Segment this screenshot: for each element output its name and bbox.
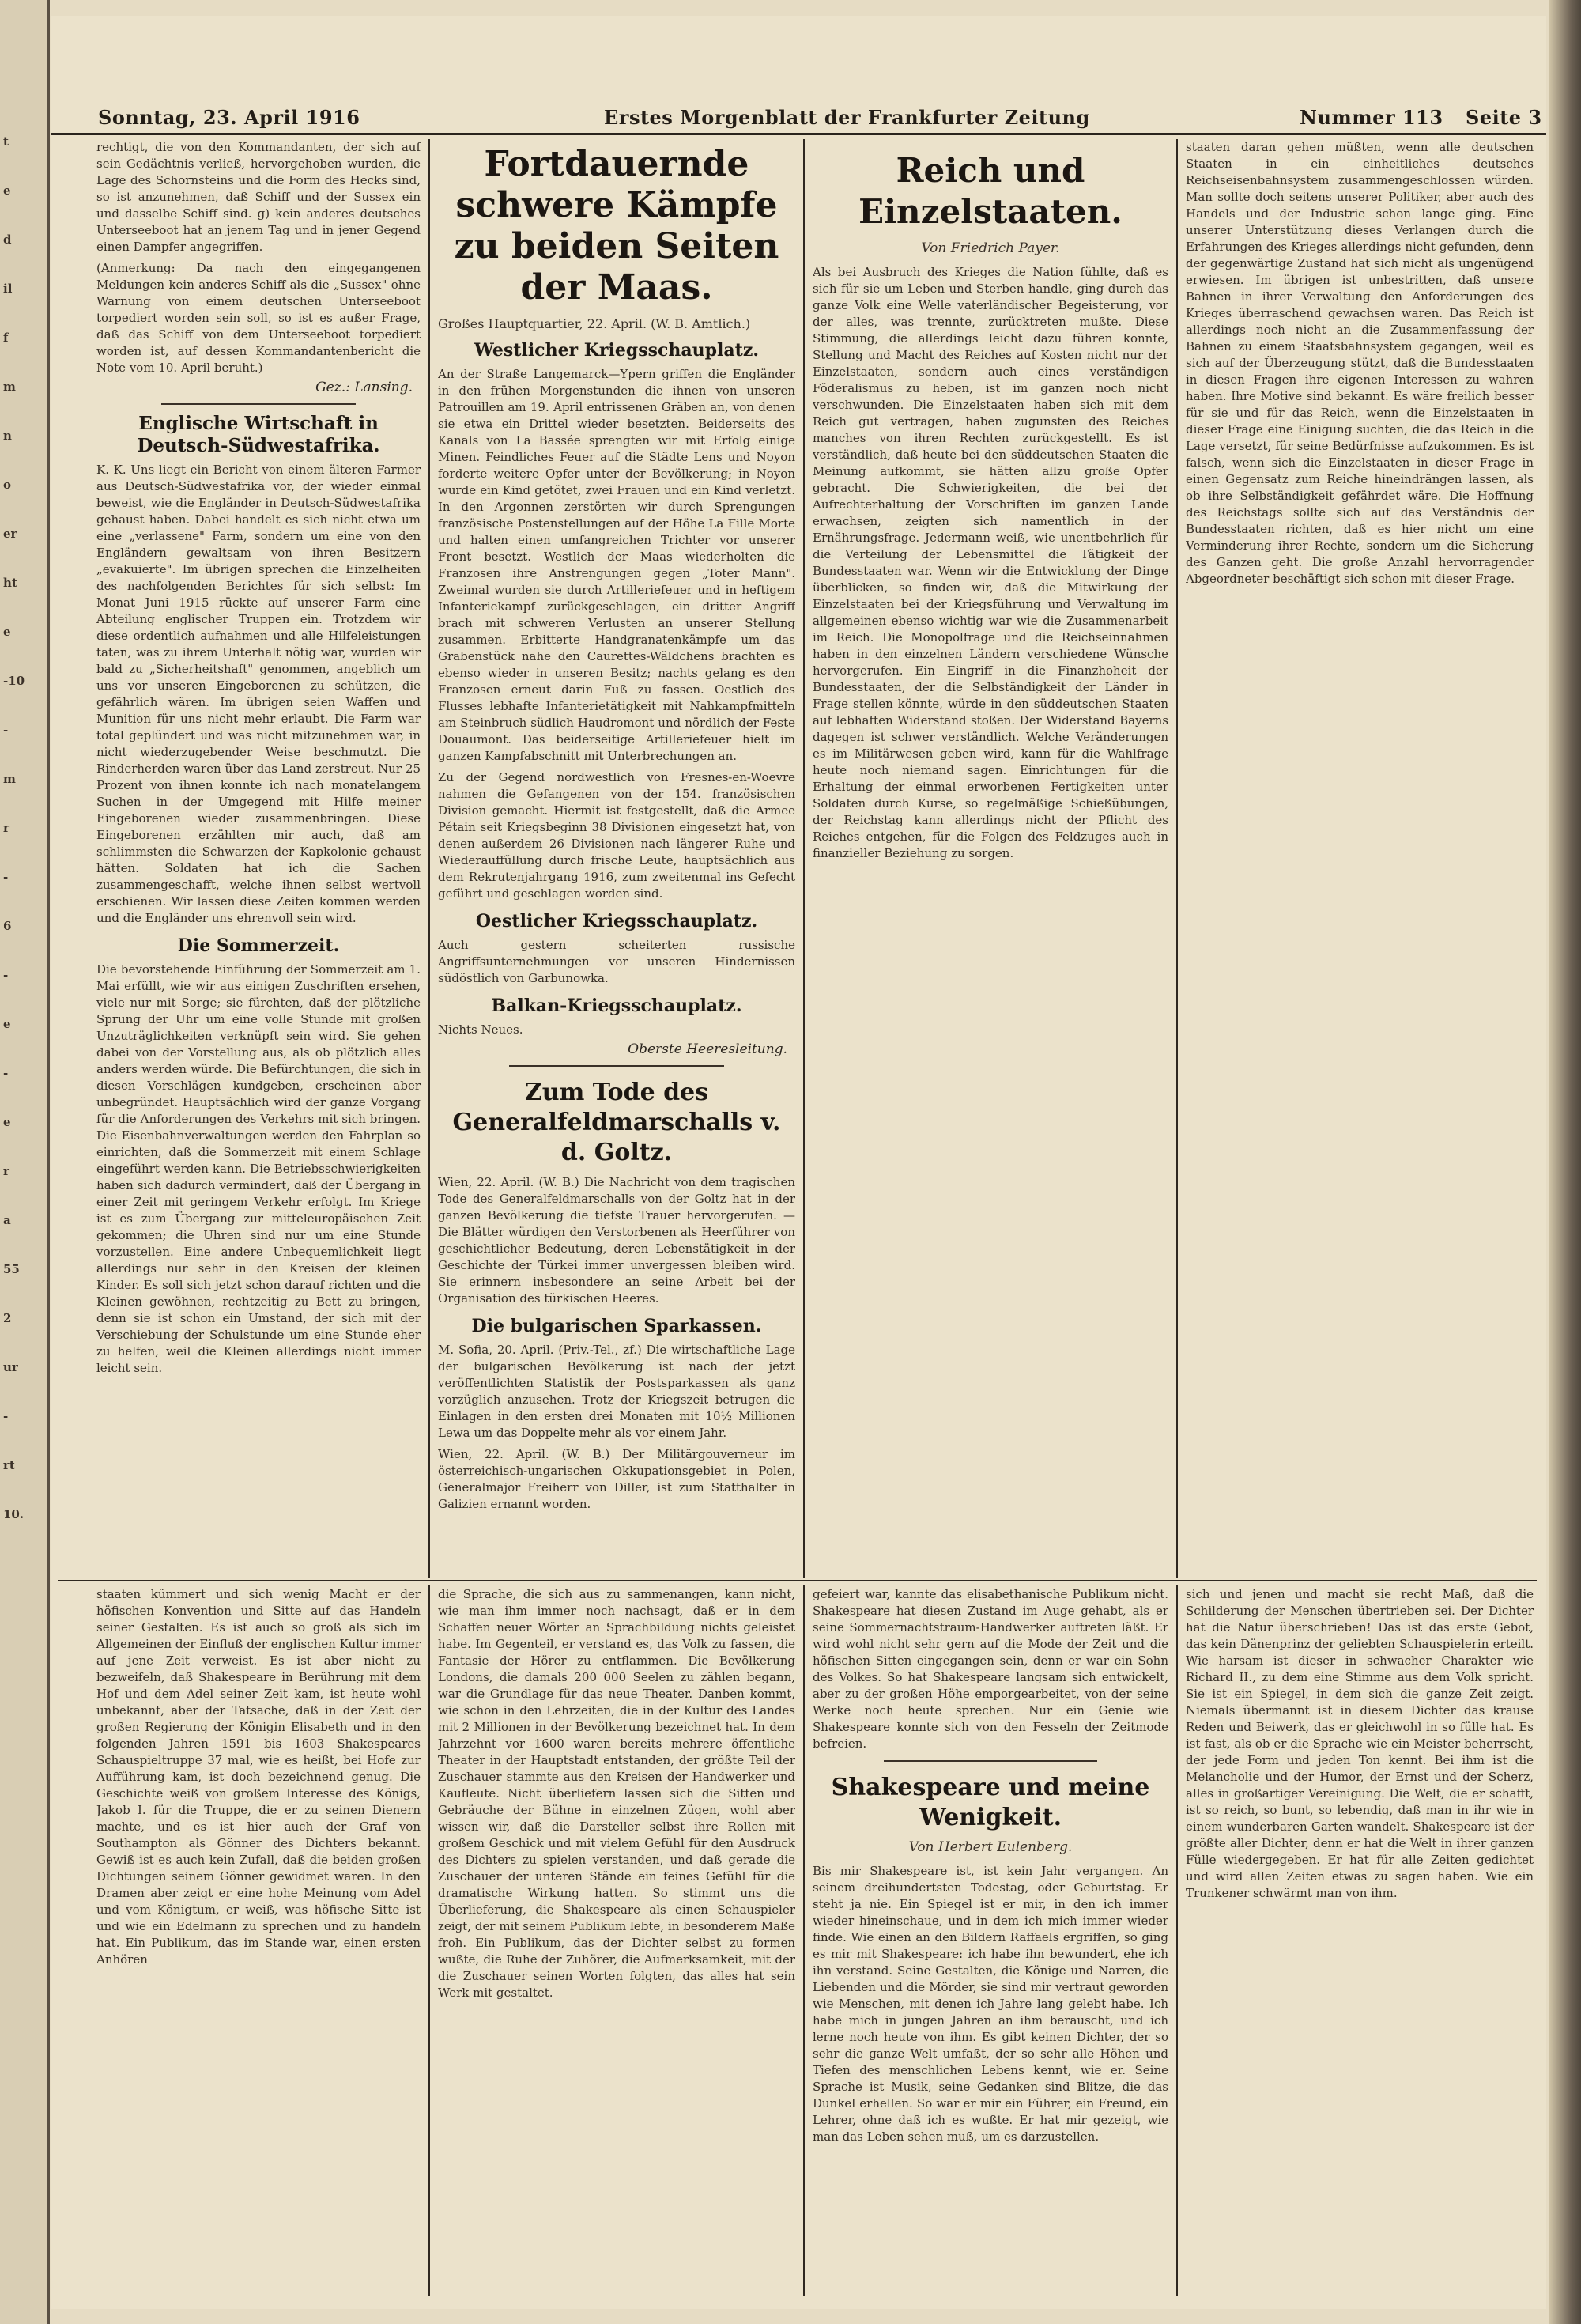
previous-page-fragment: er bbox=[3, 527, 17, 541]
page-number: Seite 3 bbox=[1466, 106, 1542, 129]
report-west: An der Straße Langemarck—Ypern griffen die Engländer in den frühen Morgenstunden die ihnen von unseren Patrouillen am 19. April entrissenen Gräben an, von denen sie etwa ein Drittel wieder besetzten. Beiderseits des Kanals von La Bassée sprengten wir mit Erfolg einige Minen. Feindliches Feuer auf die Städte Lens und Noyon forderte weitere Opfer unter der Bevölkerung; in Noyon wurde ein Kind getötet, zwei Frauen und ein Kind verletzt. In den Argonnen zerstörten wir durch Sprengungen französische Postenstellungen auf der Höhe La Fille Morte und halten einen umfangreichen Trichter vor unserer Front besetzt. Westlich der Maas wiederholten die Franzosen ihre Anstrengungen gegen „Toter Mann". Zweimal wurden sie durch Artilleriefeuer und in heftigem Infanteriekampf zurückgeschlagen, ein dritter Angriff brach mit schweren Verlusten an unserer Stellung zusammen. Erbitterte Handgranatenkämpfe um das Grabenstück nahe den Caurettes-Wäldchens brachten es ebenso wieder in unseren Besitz; nachts gelang es den Franzosen erneut darin Fuß zu fassen. Oestlich des Flusses lebhafte Infanterietätigkeit mit Nahkampfmitteln am Steinbruch südlich Haudromont und nördlich der Feste Douaumont. Das beiderseitige Artilleriefeuer hielt im ganzen Kampfabschnitt mit Unterbrechungen an. bbox=[438, 367, 795, 763]
separator bbox=[884, 1760, 1097, 1762]
previous-page-fragment: 10. bbox=[3, 1507, 25, 1521]
column-rule bbox=[428, 139, 430, 1578]
previous-page-fragment: 6 bbox=[3, 919, 12, 933]
previous-page-fragment: e bbox=[3, 183, 11, 198]
previous-page-fragment: ht bbox=[3, 576, 17, 590]
feuilleton-column-3 bbox=[813, 1586, 1168, 2295]
headline-reich: Reich und Einzelstaaten. bbox=[858, 151, 1123, 231]
page-header bbox=[51, 100, 1546, 135]
feuilleton-text-4: sich und jenen und macht sie recht Maß, daß die Schilderung der Menschen übertrieben sei. Der Dichter hat die Natur überschrieben! Das ist das erste Gebot, das kein Dänenprinz der geliebten Schauspielerin erteilt. Wie harsam ist dieser in schwacher Charakter wie Richard II., zu dem eine Stimme aus dem Volk spricht. Sie ist ein Spiegel, in dem sich die ganze Zeit zeigt. Niemals übermannt ist in diesem Dichter das krause Reden und Beiwerk, das er gleichwohl in so fülle hat. Es ist fast, als ob er die Sprache wie ein Meister beherrscht, der jede Form und jeden Ton kennt. Bei ihm ist die Melancholie und der Humor, der Ernst und der Scherz, alles in großartiger Vereinigung. Die Welt, die er schafft, ist so reich, so bunt, so lebendig, daß man in ihr wie in einem wunderbaren Garten wandelt. Shakespeare ist der größte aller Dichter, denn er hat die Welt in ihrer ganzen Fülle wiedergegeben. Er hat für alle Zeiten gedichtet und wird allen Zeiten etwas zu sagen haben. Wie ein Trunkener schwärmt man von ihm. bbox=[1186, 1587, 1534, 1900]
separator bbox=[161, 403, 356, 405]
report-sparkassen: M. Sofia, 20. April. (Priv.-Tel., zf.) Die wirtschaftliche Lage der bulgarischen Bevölkerung ist nach der jetzt veröffentlichten Statistik der Postsparkassen als ganz vorzüglich anzusehen. Trotz der Kriegszeit betrugen die Einlagen in den ersten drei Monaten mit 10½ Millionen Lewa um das Doppelte mehr als vor einem Jahr. bbox=[438, 1343, 795, 1440]
column-rule bbox=[428, 1585, 430, 2296]
previous-page-fragment: 2 bbox=[3, 1311, 12, 1325]
byline-payer: Von Friedrich Payer. bbox=[921, 240, 1060, 256]
feuilleton-column-2 bbox=[438, 1586, 795, 2295]
subhead-east: Oestlicher Kriegsschauplatz. bbox=[475, 911, 758, 931]
issue-date: Sonntag, 23. April 1916 bbox=[98, 106, 360, 129]
headline-shakespeare: Shakespeare und meine Wenigkeit. bbox=[831, 1774, 1150, 1831]
article-title-swa: Englische Wirtschaft in Deutsch-Südwestafrika. bbox=[137, 413, 380, 456]
feuilleton-text-3: gefeiert war, kannte das elisabethanische Publikum nicht. Shakespeare hat diesen Zustand im Auge gehabt, als er seine Sommernachtstraum-Handwerker auftreten läßt. Er wird wohl nicht sehr gern auf die Mode der Zeit und die höfischen Sitten eingegangen sein, denn er war ein Sohn des Volkes. So hat Shakespeare langsam sich entwickelt, aber zu der großen Höhe emporgearbeitet, von der seine Werke noch heute sprechen. Nur ein Genie wie Shakespeare konnte sich von den Fesseln der Zeitmode befreien. bbox=[813, 1587, 1168, 1751]
previous-page-fragment: rt bbox=[3, 1458, 15, 1472]
previous-page-fragment: t bbox=[3, 134, 9, 149]
article-body-reich-continued: staaten daran gehen müßten, wenn alle deutschen Staaten in ein einheitliches deutsches Reichseisenbahnsystem zusammengeschlossen würden. Man sollte doch seitens unserer Politiker, aber auch des Handels und der Industrie schon lange ging. Eine unserer Unterstützung dieses Verlangen durch die Erfahrungen des Krieges allerdings nicht gefunden, denn der gegenwärtige Zustand hat sich nicht als ungenügend erwiesen. Im übrigen ist unbestritten, daß unsere Bahnen in ihrer Verwaltung den Anforderungen des Krieges überraschend gewachsen waren. Das Reich ist allerdings noch nicht an die Zusammenfassung der Bahnen zu einem Staatsbahnsystem gegangen, weil es sich auf der Überzeugung stützt, daß die Bundesstaaten in diesen Fragen ihre eigenen Interessen zu wahren haben. Ihre Motive sind bekannt. Es wäre freilich besser für sie und für das Reich, wenn die Einzelstaaten in dieser Frage eine Einigung suchten, die das Reich in die Lage versetzt, für seine Bedürfnisse aufzukommen. Es ist falsch, wenn sich die Einzelstaaten in dieser Frage in einen Gegensatz zum Reiche hineindrängen lassen, als ob ihre Selbständigkeit gefährdet wäre. Die Hoffnung des Reichstags sollte sich auf das Verständnis der Bundesstaaten richten, daß es hier nicht um eine Verminderung ihrer Rechte, sondern um die Sicherung des Ganzen geht. Die große Anzahl hervorragender Abgeordneter beschäftigt sich schon mit dieser Frage. bbox=[1186, 140, 1534, 586]
previous-page-fragment: d bbox=[3, 232, 12, 247]
previous-page-fragment: r bbox=[3, 1164, 9, 1178]
subhead-balkan: Balkan-Kriegsschauplatz. bbox=[491, 996, 742, 1016]
previous-page-fragment: o bbox=[3, 478, 12, 492]
previous-page-fragment: - bbox=[3, 1066, 9, 1080]
report-goltz: Wien, 22. April. (W. B.) Die Nachricht von dem tragischen Tode des Generalfeldmarschalls von der Goltz hat in der ganzen Bevölkerung die tiefste Trauer hervorgerufen. — Die Blätter würdigen den Verstorbenen als Heerführer von geschichtlicher Bedeutung, deren Lebenstätigkeit in der Geschichte der Türkei immer unvergessen bleiben wird. Sie erinnern insbesondere an seine Arbeit bei der Organisation des türkischen Heeres. bbox=[438, 1175, 795, 1306]
feuilleton-text-1: staaten kümmert und sich wenig Macht er der höfischen Konvention und Sitte auf das Handeln seiner Gestalten. Es ist auch so groß als sich im Allgemeinen der Einfluß der englischen Kultur immer auf jene Zeit verweist. Es ist aber nicht zu bezweifeln, daß Shakespeare in Berührung mit dem Hof und dem Adel seiner Zeit kam, ist heute wohl unbekannt, aber der Tatsache, daß in der Zeit der großen Regierung der Königin Elisabeth und in den folgenden Jahren 1591 bis 1603 Shakespeares Schauspieltruppe 37 mal, wie es heißt, bei Hofe zur Aufführung kam, ist doch bezeichnend genug. Die Geschichte weiß von großem Interesse des Königs, Jakob I. für die Truppe, die er zu seinen Dienern machte, und es ist hier auch der Graf von Southampton als Gönner des Dichters bekannt. Gewiß ist es auch kein Zufall, daß die beiden großen Dichtungen seinem Gönner gewidmet waren. In den Dramen aber zeigt er eine hohe Meinung vom Adel und vom Königtum, er weiß, was höfische Sitte ist und wie ein Edelmann zu sprechen und zu handeln hat. Ein Publikum, das im Stande war, einen ersten Anhören bbox=[96, 1587, 421, 1967]
previous-page-fragment: 55 bbox=[3, 1262, 20, 1276]
issue-number: Nummer 113 bbox=[1300, 106, 1443, 129]
sussex-note-remark: (Anmerkung: Da nach den eingegangenen Meldungen kein anderes Schiff als die „Sussex" ohne Warnung von einem deutschen Unterseeboot torpediert worden sein soll, so ist es außer Frage, daß das Schiff von dem Unterseeboot torpediert worden ist, auf dessen Kommandantenbericht die Note vom 10. April beruht.) bbox=[96, 261, 421, 375]
column-2 bbox=[438, 139, 795, 1577]
previous-page-fragment: e bbox=[3, 1017, 11, 1031]
previous-page-fragment: ur bbox=[3, 1360, 18, 1374]
subhead-west: Westlicher Kriegsschauplatz. bbox=[474, 340, 759, 361]
article-title-sommerzeit: Die Sommerzeit. bbox=[177, 935, 340, 956]
previous-page-fragment: r bbox=[3, 821, 9, 835]
headline-maas: Fortdauernde schwere Kämpfe zu beiden Seiten der Maas. bbox=[454, 144, 779, 308]
subhead-sparkassen: Die bulgarischen Sparkassen. bbox=[471, 1316, 762, 1336]
dateline-hq: Großes Hauptquartier, 22. April. (W. B. Amtlich.) bbox=[438, 316, 751, 331]
feuilleton-text-2: die Sprache, die sich aus zu sammenangen, kann nicht, wie man ihm immer noch nachsagt, daß er in dem Schaffen neuer Wörter an Sprachbildung nichts geleistet habe. Im Gegenteil, er verstand es, das Volk zu fassen, die Fantasie der Hörer zu entflammen. Die Bevölkerung Londons, die damals 200 000 Seelen zu zählen begann, war die Grundlage für das neue Theater. Danben kommt, wie schon in den Lehrzeiten, die in der Kultur des Landes mit 2 Millionen in der Bevölkerung bezeichnet hat. In dem Jahrzehnt vor 1600 waren bereits mehrere öffentliche Theater in der Hauptstadt entstanden, der größte Teil der Zuschauer stammte aus den Kreisen der Handwerker und Kaufleute. Nicht überliefern lassen sich die Sitten und Gebräuche der Bühne in einzelnen Zügen, wohl aber wissen wir, daß die Darsteller selbst ihre Rollen mit großem Geschick und mit vielem Gefühl für den Ausdruck des Dichters zu spielen verstanden, und daß gerade die Zuschauer der unteren Stände ein feines Gefühl für die dramatische Wirkung hatten. So stimmt uns die Überlieferung, die Shakespeare als einen Schauspieler zeigt, der mit seinem Publikum lebte, in besonderem Maße froh. Ein Publikum, das der Dichter selbst zu formen wußte, die Ruhe der Zuhörer, die Aufmerksamkeit, mit der die Zuschauer seinen Worten folgten, das alles hat sein Werk mit gestaltet. bbox=[438, 1587, 795, 2000]
column-rule bbox=[803, 139, 805, 1578]
column-rule bbox=[1176, 1585, 1178, 2296]
report-wien: Wien, 22. April. (W. B.) Der Militärgouverneur im österreichisch-ungarischen Okkupationsgebiet in Polen, Generalmajor Freiherr von Diller, ist zum Statthalter in Galizien ernannt worden. bbox=[438, 1447, 795, 1511]
previous-page-fragment: a bbox=[3, 1213, 11, 1227]
paper-name: Erstes Morgenblatt der Frankfurter Zeitung bbox=[604, 106, 1090, 129]
article-body-reich: Als bei Ausbruch des Krieges die Nation fühlte, daß es sich für sie um Leben und Sterben handle, ging durch das ganze Volk eine Welle vaterländischer Begeisterung, vor der alles, was trennte, zurücktreten mußte. Diese Stimmung, die allerdings leicht dazu führen konnte, Stellung und Macht des Reiches auf Kosten nicht nur der Einzelstaaten, sondern auch eines verständigen Föderalismus zu heben, ist im ganzen noch nicht verschwunden. Die Einzelstaaten haben sich mit dem Reich gut vertragen, haben zugunsten des Reiches manches von ihren Rechten zurückgestellt. Es ist verständlich, daß heute bei den süddeutschen Staaten die Meinung aufkommt, sie hätten allzu große Opfer gebracht. Die Schwierigkeiten, die bei der Aufrechterhaltung der Vorschriften im ganzen Lande erwachsen, zeigten sich namentlich in der Ernährungsfrage. Jedermann weiß, wie unentbehrlich für die Verteilung der Lebensmittel die Tätigkeit der Bundesstaaten war. Wenn wir die Entwicklung der Dinge überblicken, so finden wir, daß die Mitwirkung der Einzelstaaten bei der Kriegsführung und Verwaltung im allgemeinen ebenso wichtig war wie die Zusammenarbeit im Reich. Die Monopolfrage und die Reichseinnahmen haben in den einzelnen Ländern verschiedene Wünsche hervorgerufen. Ein Eingriff in die Finanzhoheit der Bundesstaaten, der die Selbständigkeit der Länder in Frage stellen könnte, würde in den süddeutschen Staaten auf lebhaften Widerstand stoßen. Der Widerstand Bayerns dagegen ist schwer verständlich. Welche Veränderungen es im Militärwesen geben wird, kann für die Wahlfrage heute noch niemand sagen. Einrichtungen für die Erhaltung der einmal erworbenen Fertigkeiten unter Soldaten durch Kurse, so regelmäßige Schießübungen, der Reichstag kann allerdings nicht der Pflicht des Reiches entgehen, für die Folgen des Feldzuges auch in finanzieller Beziehung zu sorgen. bbox=[813, 265, 1168, 860]
newspaper-sheet bbox=[51, 16, 1546, 2309]
previous-page-fragment: - bbox=[3, 968, 9, 982]
previous-page-fragment: n bbox=[3, 429, 12, 443]
previous-page-fragment: e bbox=[3, 625, 11, 639]
previous-page-fragment: m bbox=[3, 772, 16, 786]
previous-page-fragment: m bbox=[3, 380, 16, 394]
column-4 bbox=[1186, 139, 1534, 1577]
binding-shadow bbox=[1549, 0, 1581, 2324]
report-east: Auch gestern scheiterten russische Angriffsunternehmungen vor unseren Hindernissen südöstlich von Garbunowka. bbox=[438, 938, 795, 985]
feuilleton-column-1 bbox=[96, 1586, 421, 2295]
previous-page-fragment: -10 bbox=[3, 674, 25, 688]
previous-page-fragment: - bbox=[3, 870, 9, 884]
report-west-2: Zu der Gegend nordwestlich von Fresnes-en-Woevre nahmen die Gefangenen von der 154. französischen Division gemacht. Hiermit ist festgestellt, daß die Armee Pétain seit Kriegsbeginn 38 Divisionen eingesetzt hat, von denen außerdem 26 Divisionen nach längerer Ruhe und Wiederauffüllung durch frische Leute, hauptsächlich aus dem Rekrutenjahrgang 1916, zum zweitenmal ins Gefecht geführt und geschlagen worden sind. bbox=[438, 770, 795, 901]
previous-page-edge bbox=[0, 0, 50, 2324]
column-1 bbox=[96, 139, 421, 1577]
byline-eulenberg: Von Herbert Eulenberg. bbox=[908, 1839, 1073, 1855]
previous-page-fragment: - bbox=[3, 1409, 9, 1423]
report-balkan: Nichts Neues. bbox=[438, 1022, 523, 1037]
previous-page-fragment: e bbox=[3, 1115, 11, 1129]
signature-ohl: Oberste Heeresleitung. bbox=[628, 1041, 787, 1057]
article-body-sommerzeit: Die bevorstehende Einführung der Sommerzeit am 1. Mai erfüllt, wie wir aus einigen Zuschriften ersehen, viele nur mit Sorge; sie fürchten, daß der plötzliche Sprung der Uhr um eine volle Stunde mit großen Unzuträglichkeiten verknüpft sein wird. Sie gehen dabei von der Vorstellung aus, als ob plötzlich alles anders werden würde. Die Befürchtungen, die sich in diesen Vorschlägen kundgeben, erscheinen aber unbegründet. Hauptsächlich wird der ganze Vorgang für die Anforderungen des Verkehrs mit sich bringen. Die Eisenbahnverwaltungen werden den Fahrplan so einrichten, daß die Sommerzeit mit einem Schlage eingeführt werden kann. Die Betriebsschwierigkeiten haben sich dadurch vermindert, daß der Übergang in einer Zeit mit geringem Verkehr erfolgt. Im Kriege ist es zum Übergang zur mitteleuropäischen Zeit gekommen; die Uhren sind nur um eine Stunde vorzustellen. Eine andere Unbequemlichkeit liegt allerdings nur sehr in den Kreisen der kleinen Kinder. Es soll sich jetzt schon darauf richten und die Kleinen gewöhnen, rechtzeitig zu Bett zu bringen, denn sie ist schon ein Umstand, der sich mit der Verschiebung der Schulstunde um eine Stunde eher zu helfen, weil die Kleinen allerdings nicht immer leicht sein. bbox=[96, 962, 421, 1375]
previous-page-fragment: il bbox=[3, 282, 13, 296]
separator bbox=[509, 1065, 723, 1067]
column-rule bbox=[803, 1585, 805, 2296]
previous-page-fragment: f bbox=[3, 331, 9, 345]
previous-page-fragment: - bbox=[3, 723, 9, 737]
headline-goltz: Zum Tode des Generalfeldmarschalls v. d. Goltz. bbox=[452, 1079, 781, 1166]
column-3 bbox=[813, 139, 1168, 1577]
shakespeare-article-body: Bis mir Shakespeare ist, ist kein Jahr vergangen. An seinem dreihundertsten Todestag, oder Geburtstag. Er steht ja nie. Ein Spiegel ist er mir, in den ich immer wieder hineinschaue, und in dem ich mich immer wieder finde. Wie einen an den Bildern Raffaels ergriffen, so ging es mir mit Shakespeare: ich habe ihn bewundert, ehe ich ihn verstand. Seine Gestalten, die Könige und Narren, die Liebenden und die Mörder, sie sind mir vertraut geworden wie Menschen, mit denen ich Jahre lang gelebt habe. Ich habe mich in jungen Jahren an ihm berauscht, und ich lerne noch heute von ihm. Es gibt keinen Dichter, der so sehr die ganze Welt umfaßt, der so sehr alle Höhen und Tiefen des menschlichen Lebens kennt, wie er. Seine Sprache ist Musik, seine Gedanken sind Blitze, die das Dunkel erhellen. So war er mir ein Führer, ein Freund, ein Lehrer, ohne daß ich es wußte. Er hat mir gezeigt, wie man das Leben sehen muß, um es darzustellen. bbox=[813, 1864, 1168, 2144]
section-rule bbox=[58, 1580, 1537, 1581]
signature: Gez.: Lansing. bbox=[315, 380, 413, 395]
column-rule bbox=[1176, 139, 1178, 1578]
sussex-note-intro: rechtigt, die von den Kommandanten, der sich auf sein Gedächtnis verließ, hervorgehoben wurden, die Lage des Schornsteins und die Form des Hecks sind, so ist anzunehmen, daß Schiff und der Sussex ein und dasselbe Schiff sind. g) kein anderes deutsches Unterseeboot hat an jenem Tag und in jener Gegend einen Dampfer angegriffen. bbox=[96, 140, 421, 254]
feuilleton-column-4 bbox=[1186, 1586, 1534, 2295]
article-body-swa: K. K. Uns liegt ein Bericht von einem älteren Farmer aus Deutsch-Südwestafrika vor, der wieder einmal beweist, wie die Engländer in Deutsch-Südwestafrika gehaust haben. Dabei handelt es sich nicht etwa um eine „verlassene" Farm, sondern um eine von den Engländern gewaltsam von ihren Besitzern „evakuierte". Im übrigen sprechen die Einzelheiten des nachfolgenden Berichtes für sich selbst: Im Monat Juni 1915 rückte auf unserer Farm eine Abteilung englischer Truppen ein. Trotzdem wir diese ordentlich aufnahmen und alle Hilfeleistungen taten, was zu ihrem Unterhalt nötig war, wurden wir bald zu „Sicherheitshaft" genommen, angeblich um uns vor unseren Eingeborenen zu schützen, die gefährlich wären. Im übrigen seien Waffen und Munition für uns nicht mehr erlaubt. Die Farm war total geplündert und was nicht mitzunehmen war, in nicht wiederzugebender Weise beschmutzt. Die Rinderherden waren über das Land zerstreut. Nur 25 Prozent von ihnen konnte ich nach monatelangem Suchen in der Umgegend mit Hilfe meiner Eingeborenen wieder zusammenbringen. Diese Eingeborenen erzählten mir auch, daß am schlimmsten die Schwarzen der Kapkolonie gehaust hätten. Soldaten hat ich die Sachen zusammengeschafft, welche ihnen selbst wertvoll erschienen. Wir lassen diese Zeiten kommen werden und die Engländer uns ehrenvoll sein wird. bbox=[96, 463, 421, 925]
